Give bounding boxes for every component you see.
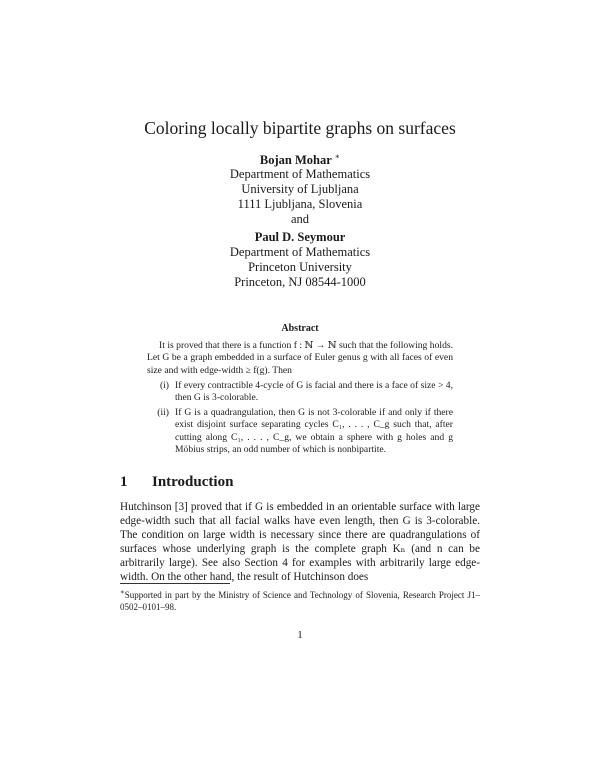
section-body: Hutchinson [3] proved that if G is embedded in an orientable surface with large edge-width such that all facial walks have even length, then G is 3-colorable. The condition on large width is necessary since there are quadrangulations of surfaces whose underlying graph is the complete graph Kₙ (and n can be arbitrarily large). See also Section 4 for examples with arbitrarily large edge-width. On the other hand, the result of Hutchinson does — [120, 501, 480, 584]
section-title: Introduction — [152, 474, 234, 490]
paper-title: Coloring locally bipartite graphs on surfaces — [144, 118, 456, 138]
and-separator: and — [290, 212, 310, 226]
author-1-footnote-mark: ∗ — [334, 152, 341, 161]
abstract-heading: Abstract — [281, 323, 319, 334]
page-number: 1 — [297, 629, 303, 641]
affiliation-line: University of Ljubljana — [241, 182, 359, 197]
affiliation-line: Princeton University — [248, 260, 352, 275]
section-number: 1 — [120, 474, 128, 490]
item-label: (i) — [159, 380, 169, 391]
item-label: (ii) — [157, 407, 169, 418]
abstract-item-ii — [147, 407, 453, 457]
author-2-affiliation — [0, 245, 600, 291]
author-name — [0, 230, 600, 245]
footnote — [120, 587, 480, 613]
abstract-body — [147, 340, 453, 377]
footnote-text: Supported in part by the Ministry of Science and Technology of Slovenia, Research Project J1–0502–0101–98. — [120, 590, 480, 612]
footnote-rule — [120, 583, 230, 584]
section-heading — [120, 474, 233, 491]
abstract-item-i — [147, 380, 453, 405]
item-text: If G is a quadrangulation, then G is not 3-colorable if and only if there exist disjoint surface separating cycles C₁, . . . , C_g such that, after cutting along C₁, . . . , C_g, we obtain a sphere with g holes and g Möbius strips, an odd number of which is nonbipartite. — [175, 407, 453, 456]
author-2-name: Paul D. Seymour — [254, 230, 346, 244]
author-name — [0, 152, 600, 168]
abstract-intro: It is proved that there is a function f : ℕ → ℕ such that the following holds. Let G be a graph embedded in a surface of Euler genus g with all faces of even size and with edge-width ≥ f(g). Then — [147, 340, 453, 376]
affiliation-line: Department of Mathematics — [229, 167, 371, 181]
affiliation-line: 1111 Ljubljana, Slovenia — [237, 197, 363, 212]
affiliation-line: Department of Mathematics — [229, 245, 371, 259]
item-text: If every contractible 4-cycle of G is facial and there is a face of size > 4, then G is 3-colorable. — [175, 380, 453, 404]
author-1-affiliation — [0, 167, 600, 213]
author-1-name: Bojan Mohar — [259, 153, 332, 168]
affiliation-line: Princeton, NJ 08544-1000 — [234, 275, 366, 290]
footnote-mark: ∗ — [120, 588, 125, 596]
